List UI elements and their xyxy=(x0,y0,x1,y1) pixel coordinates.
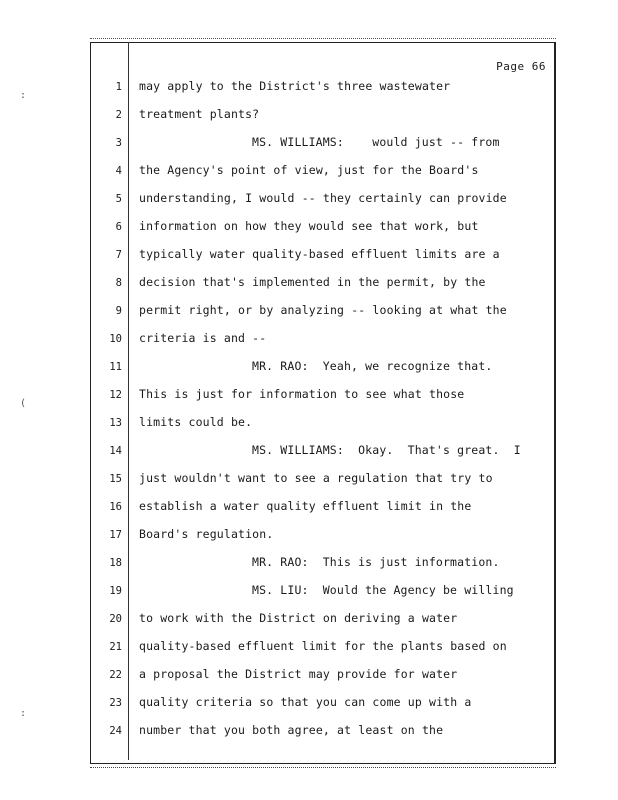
line-text: decision that's implemented in the permit, by the xyxy=(139,275,486,289)
line-number: 24 xyxy=(109,725,122,737)
line-text: a proposal the District may provide for water xyxy=(139,667,458,681)
transcript-line xyxy=(100,442,560,458)
line-text: MS. WILLIAMS: would just -- from xyxy=(252,135,500,149)
line-number: 15 xyxy=(109,473,122,485)
transcript-line xyxy=(100,498,560,514)
line-number: 8 xyxy=(115,277,122,289)
line-text: establish a water quality effluent limit in the xyxy=(139,499,472,513)
line-text: the Agency's point of view, just for the Board's xyxy=(139,163,479,177)
line-number: 2 xyxy=(115,109,122,121)
line-text: limits could be. xyxy=(139,415,253,429)
margin-mark: ( xyxy=(20,398,27,409)
line-text: MS. WILLIAMS: Okay. That's great. I xyxy=(252,443,521,457)
transcript-line xyxy=(100,106,560,122)
line-number: 7 xyxy=(115,249,122,261)
line-text: typically water quality-based effluent limits are a xyxy=(139,247,500,261)
line-number: 14 xyxy=(109,445,122,457)
line-text: MR. RAO: This is just information. xyxy=(252,555,500,569)
line-text: quality-based effluent limit for the plants based on xyxy=(139,639,507,653)
transcript-line xyxy=(100,386,560,402)
transcript-line xyxy=(100,330,560,346)
line-number: 6 xyxy=(115,221,122,233)
transcript-line xyxy=(100,638,560,654)
transcript-line xyxy=(100,414,560,430)
line-number: 13 xyxy=(109,417,122,429)
line-text: MS. LIU: Would the Agency be willing xyxy=(252,583,514,597)
transcript-line xyxy=(100,722,560,738)
line-number: 5 xyxy=(115,193,122,205)
line-text: This is just for information to see what those xyxy=(139,387,465,401)
line-number: 19 xyxy=(109,585,122,597)
line-number: 18 xyxy=(109,557,122,569)
margin-mark: : xyxy=(20,90,27,101)
line-number: 20 xyxy=(109,613,122,625)
transcript-line xyxy=(100,274,560,290)
transcript-page-frame xyxy=(90,42,556,764)
transcript-line xyxy=(100,666,560,682)
transcript-line xyxy=(100,526,560,542)
line-text: information on how they would see that work, but xyxy=(139,219,479,233)
transcript-line xyxy=(100,190,560,206)
line-number: 3 xyxy=(115,137,122,149)
line-number: 22 xyxy=(109,669,122,681)
line-text: permit right, or by analyzing -- looking at what the xyxy=(139,303,507,317)
transcript-line xyxy=(100,470,560,486)
line-number: 10 xyxy=(109,333,122,345)
line-number: 17 xyxy=(109,529,122,541)
line-text: to work with the District on deriving a water xyxy=(139,611,458,625)
transcript-line xyxy=(100,610,560,626)
line-number: 16 xyxy=(109,501,122,513)
line-number: 12 xyxy=(109,389,122,401)
transcript-line xyxy=(100,694,560,710)
line-text: understanding, I would -- they certainly can provide xyxy=(139,191,507,205)
line-text: Board's regulation. xyxy=(139,527,274,541)
line-text: just wouldn't want to see a regulation that try to xyxy=(139,471,493,485)
margin-mark: : xyxy=(20,708,27,719)
line-text: criteria is and -- xyxy=(139,331,267,345)
transcript-line xyxy=(100,218,560,234)
line-text: may apply to the District's three wastewater xyxy=(139,79,451,93)
line-number: 21 xyxy=(109,641,122,653)
line-text: MR. RAO: Yeah, we recognize that. xyxy=(252,359,493,373)
line-number: 23 xyxy=(109,697,122,709)
transcript-line xyxy=(100,162,560,178)
line-text: quality criteria so that you can come up with a xyxy=(139,695,472,709)
line-text: treatment plants? xyxy=(139,107,260,121)
transcript-line xyxy=(100,134,560,150)
page-bottom-edge xyxy=(90,764,556,768)
transcript-line xyxy=(100,246,560,262)
line-text: number that you both agree, at least on the xyxy=(139,723,444,737)
line-number: 9 xyxy=(115,305,122,317)
page-number-label: Page 66 xyxy=(496,60,546,73)
line-number: 11 xyxy=(109,361,122,373)
transcript-line xyxy=(100,358,560,374)
line-number: 4 xyxy=(115,165,122,177)
transcript-line xyxy=(100,582,560,598)
line-number: 1 xyxy=(115,81,122,93)
transcript-line xyxy=(100,78,560,94)
transcript-line xyxy=(100,554,560,570)
transcript-line xyxy=(100,302,560,318)
